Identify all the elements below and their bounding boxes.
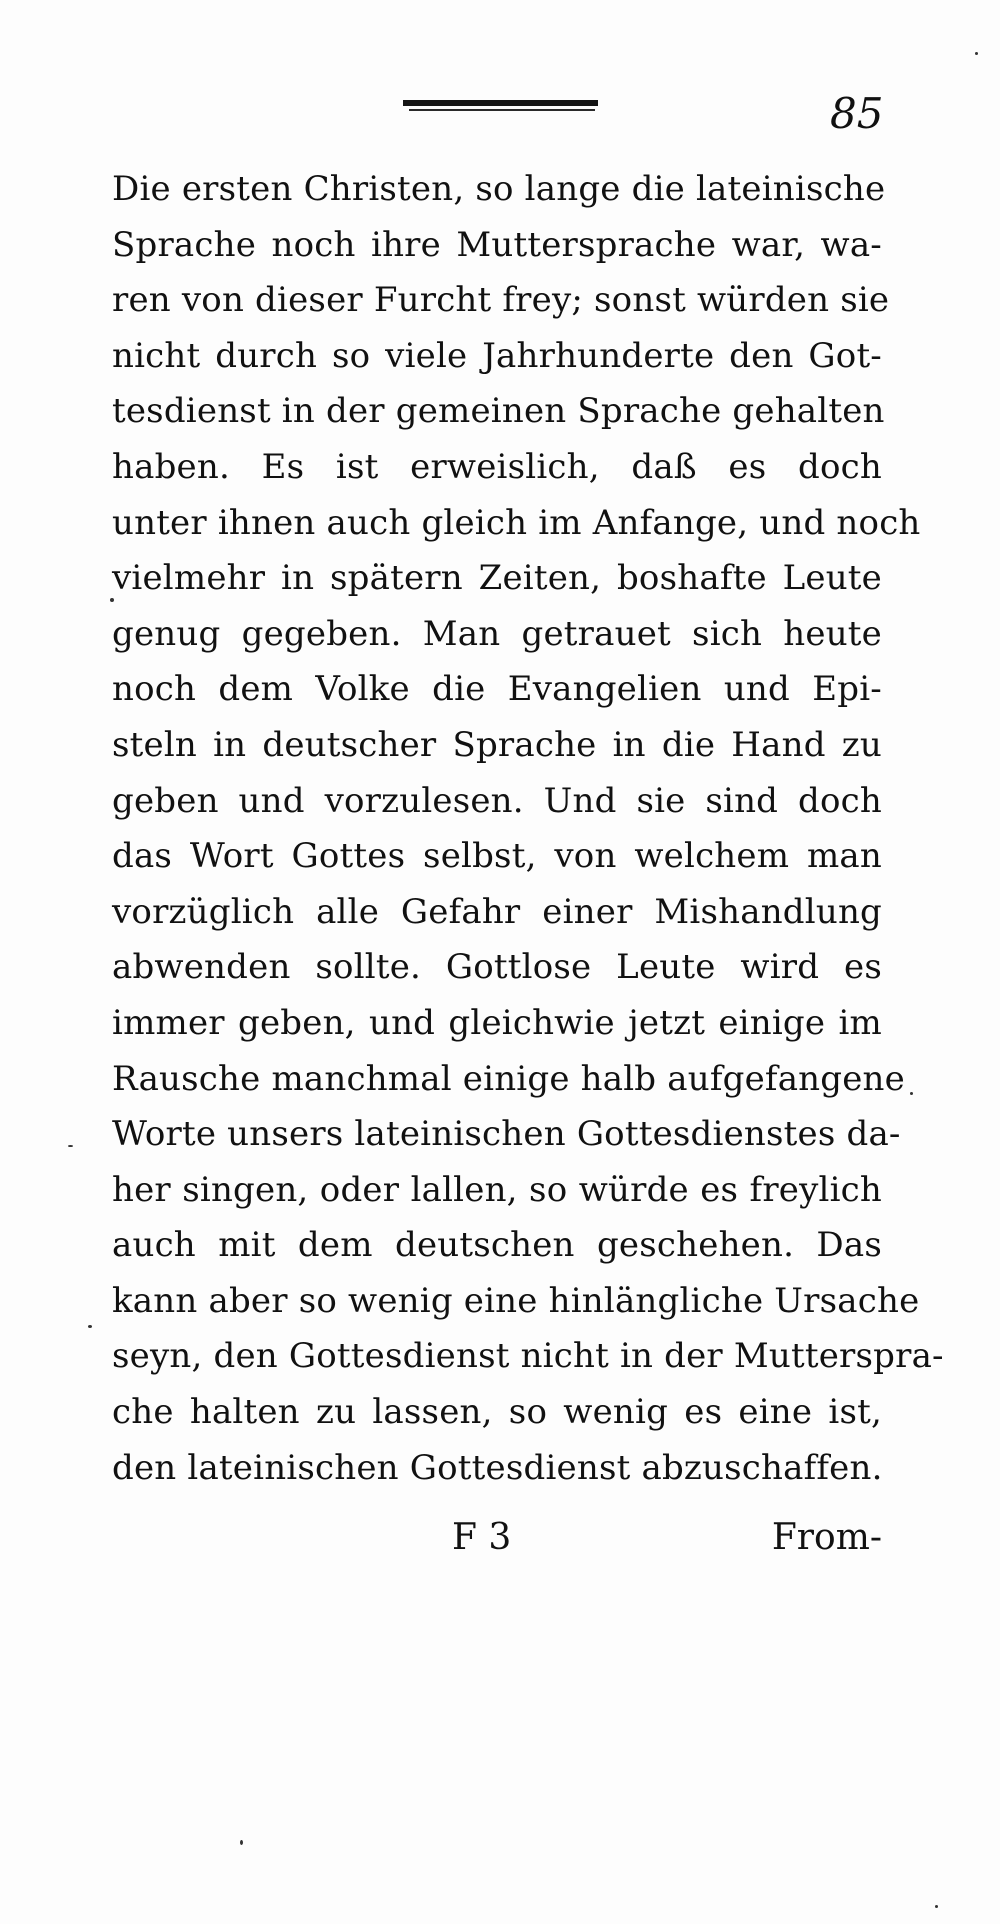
text-line-2: Sprache noch ihre Muttersprache war, wa- [112, 224, 882, 265]
text-line-20: auch mit dem deutschen geschehen. Das [112, 1225, 882, 1266]
paper-speck [110, 598, 114, 602]
paper-speck [975, 52, 978, 55]
text-line-14: vorzüglich alle Gefahr einer Mishandlung [112, 891, 882, 932]
text-line-23: che halten zu lassen, so wenig es eine ist, [112, 1392, 882, 1433]
header-rule-thin [409, 109, 595, 111]
text-line-1: Die ersten Christen, so lange die lateinische [112, 169, 886, 209]
text-line-19: her singen, oder lallen, so würde es freylich [112, 1169, 882, 1210]
header-rule-thick [403, 100, 598, 106]
text-line-5: tesdienst in der gemeinen Sprache gehalten [112, 391, 885, 432]
text-line-17: Rausche manchmal einige halb aufgefangene [112, 1058, 905, 1099]
text-line-22: seyn, den Gottesdienst nicht in der Mutterspra- [112, 1336, 944, 1377]
paper-speck [240, 1840, 243, 1845]
text-line-15: abwenden sollte. Gottlose Leute wird es [112, 947, 882, 988]
paper-speck [68, 1145, 73, 1147]
text-line-9: genug gegeben. Man getrauet sich heute [112, 613, 882, 654]
text-line-16: immer geben, und gleichwie jetzt einige im [112, 1002, 882, 1043]
text-line-7: unter ihnen auch gleich im Anfange, und noch [112, 502, 921, 543]
paper-speck [910, 1092, 913, 1095]
header-double-rule [403, 100, 598, 112]
text-line-21: kann aber so wenig eine hinlängliche Ursache [112, 1280, 920, 1321]
text-line-6: haben. Es ist erweislich, daß es doch [112, 446, 882, 487]
text-line-10: noch dem Volke die Evangelien und Epi- [112, 669, 882, 710]
text-line-18: Worte unsers lateinischen Gottesdienstes da- [112, 1114, 901, 1155]
text-line-8: vielmehr in spätern Zeiten, boshafte Leute [112, 558, 882, 599]
text-line-12: geben und vorzulesen. Und sie sind doch [112, 780, 882, 821]
page-footer [112, 1508, 882, 1568]
text-line-13: das Wort Gottes selbst, von welchem man [112, 836, 882, 877]
signature-mark: F 3 [452, 1517, 512, 1558]
paper-speck [88, 1325, 92, 1328]
text-line-4: nicht durch so viele Jahrhunderte den Got- [112, 335, 882, 376]
text-line-3: ren von dieser Furcht frey; sonst würden sie [112, 280, 890, 321]
text-line-11: steln in deutscher Sprache in die Hand zu [112, 724, 882, 765]
page-number: 85 [830, 89, 884, 138]
catchword: From- [771, 1517, 882, 1558]
body-text [112, 162, 944, 1496]
text-line-24: den lateinischen Gottesdienst abzuschaffen. [112, 1447, 883, 1488]
paper-speck [935, 1905, 938, 1908]
